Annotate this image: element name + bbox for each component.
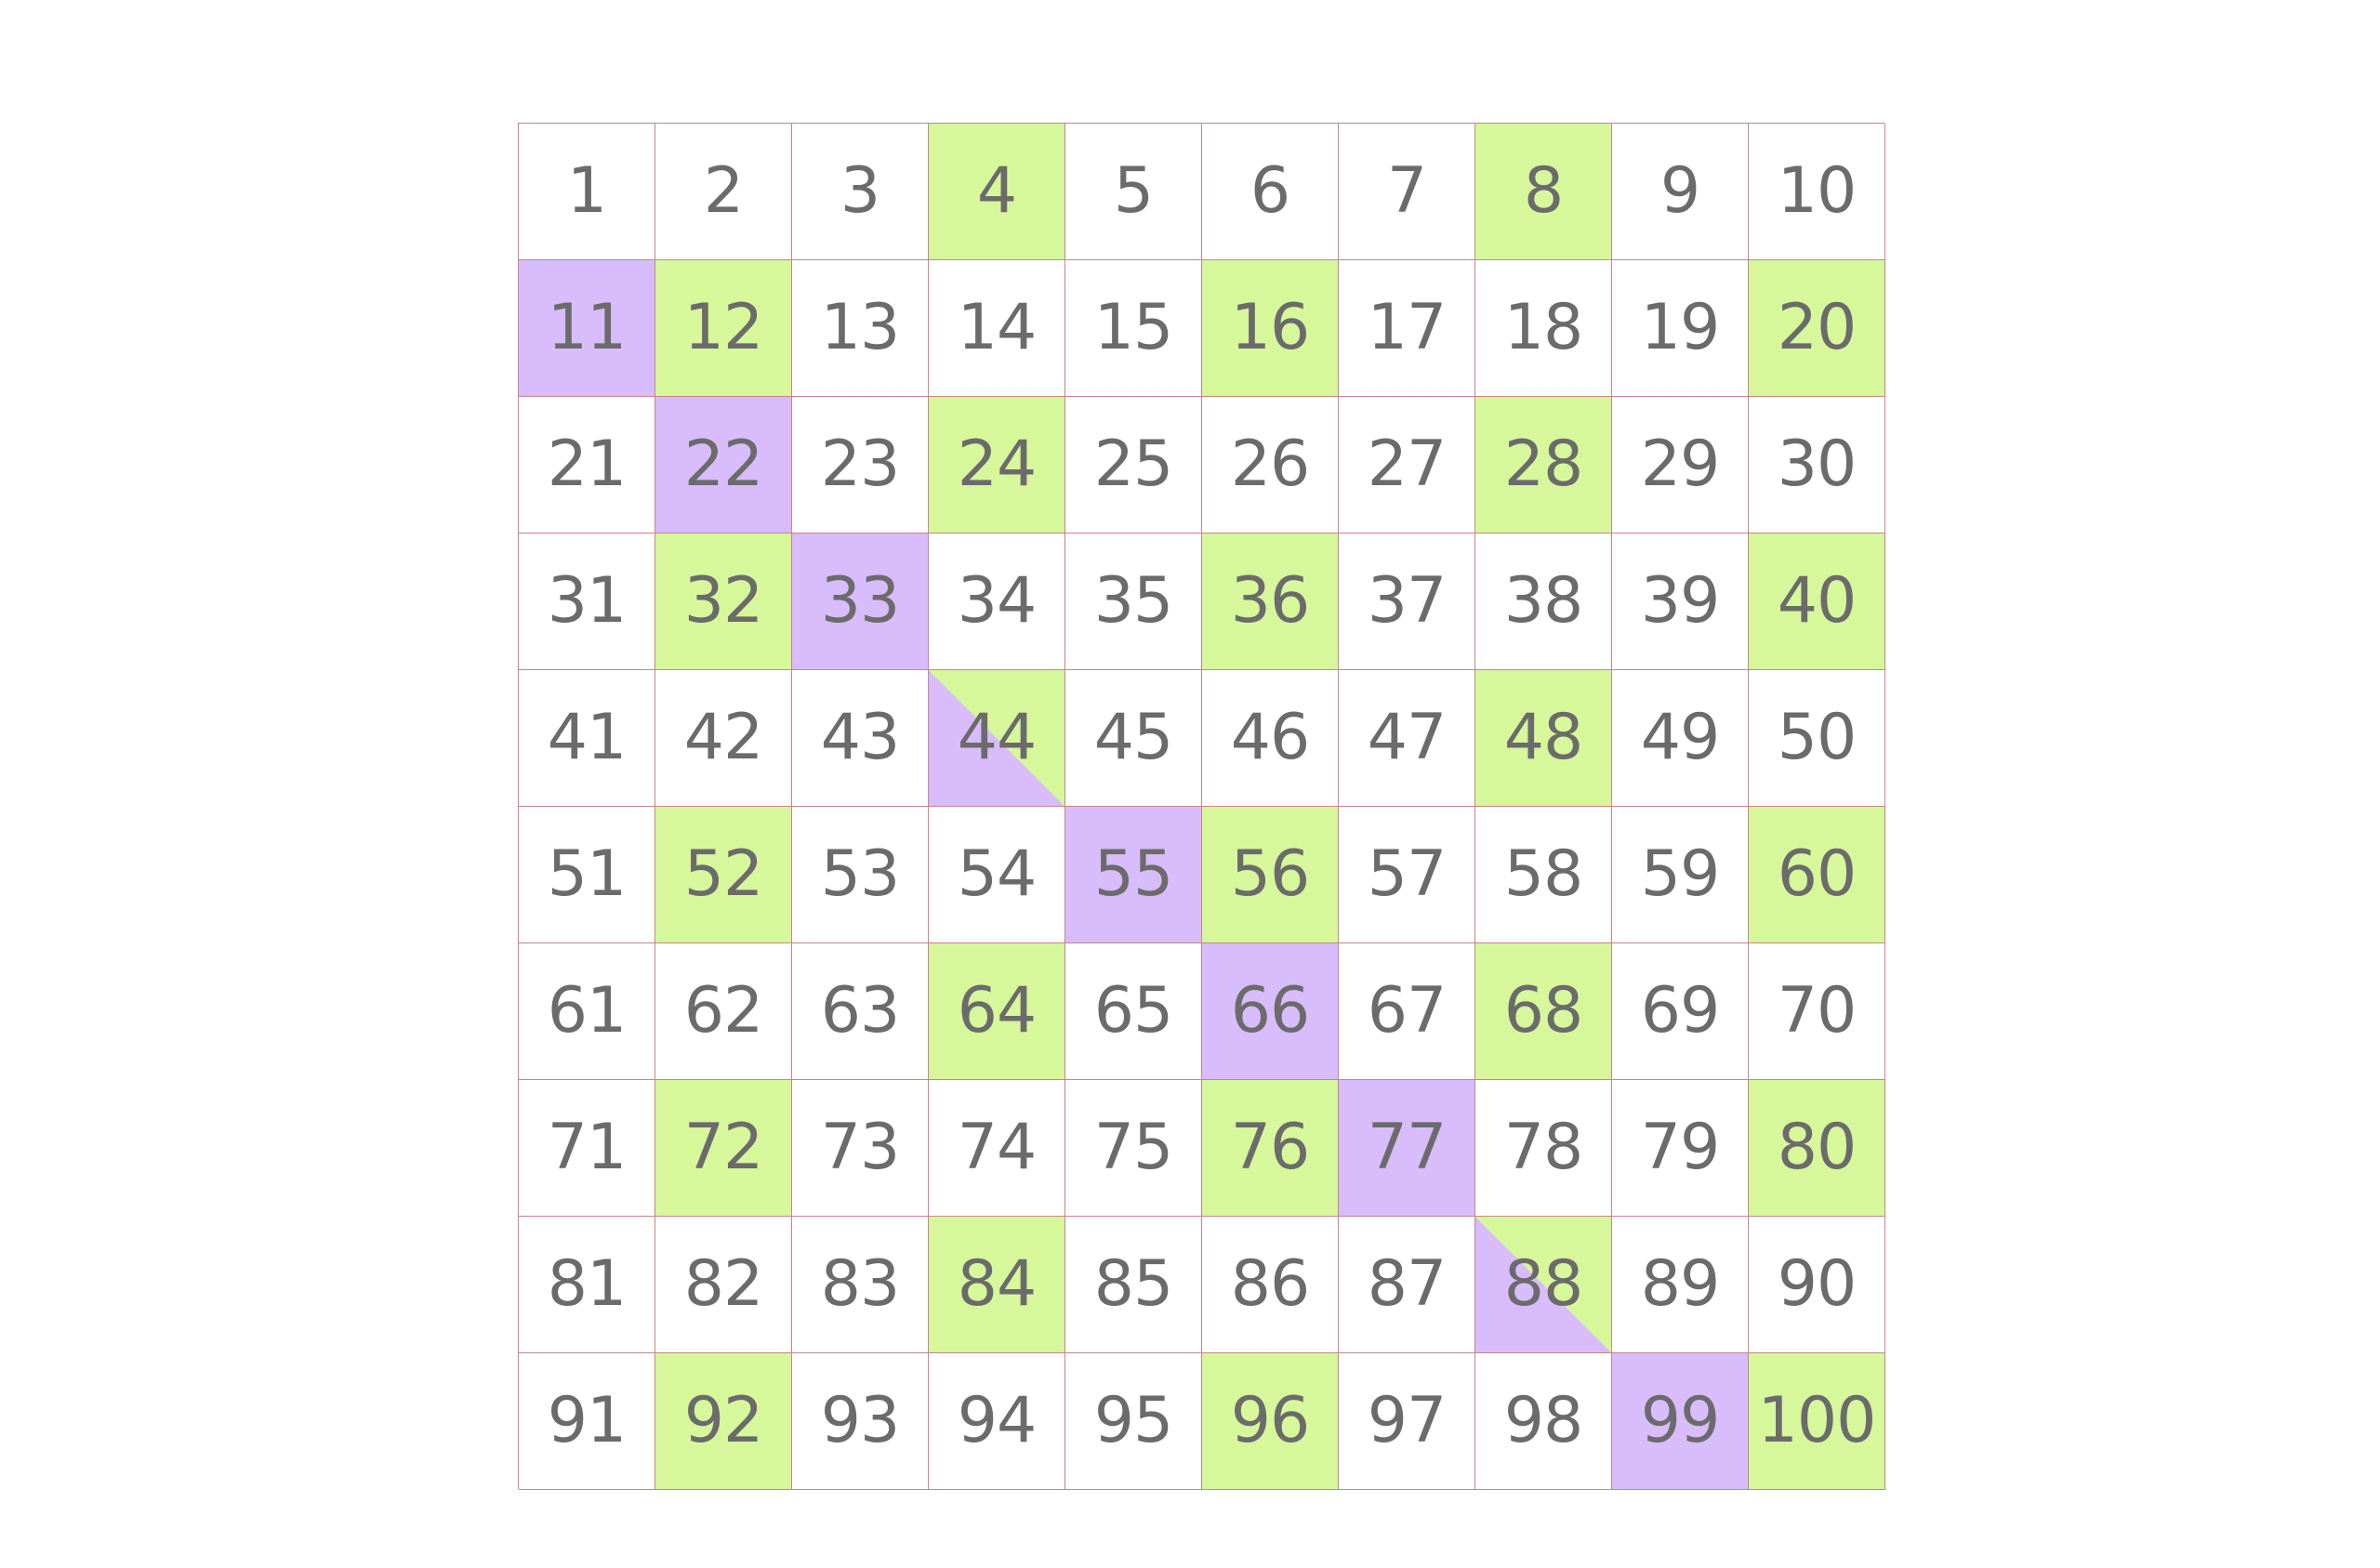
number-cell-73 bbox=[792, 1080, 929, 1217]
number-cell-36 bbox=[1202, 534, 1339, 670]
number-label: 61 bbox=[547, 974, 627, 1048]
number-label: 78 bbox=[1503, 1111, 1583, 1184]
number-cell-29 bbox=[1612, 397, 1749, 534]
number-label: 3 bbox=[840, 154, 880, 228]
number-label: 77 bbox=[1367, 1111, 1447, 1184]
number-cell-48 bbox=[1475, 670, 1612, 807]
number-cell-13 bbox=[792, 260, 929, 397]
number-cell-57 bbox=[1339, 807, 1475, 943]
number-cell-3 bbox=[792, 124, 929, 260]
number-cell-35 bbox=[1065, 534, 1202, 670]
number-label: 12 bbox=[683, 291, 763, 364]
hundred-chart-grid bbox=[518, 123, 1884, 1489]
number-label: 56 bbox=[1230, 837, 1310, 911]
number-label: 94 bbox=[957, 1384, 1037, 1457]
number-cell-32 bbox=[655, 534, 792, 670]
number-label: 43 bbox=[820, 701, 900, 774]
number-label: 73 bbox=[820, 1111, 900, 1184]
number-label: 70 bbox=[1777, 974, 1857, 1048]
number-label: 80 bbox=[1777, 1111, 1857, 1184]
number-label: 85 bbox=[1093, 1247, 1173, 1321]
number-label: 55 bbox=[1093, 837, 1173, 911]
number-label: 44 bbox=[957, 701, 1037, 774]
number-cell-12 bbox=[655, 260, 792, 397]
number-label: 24 bbox=[957, 428, 1037, 501]
number-cell-59 bbox=[1612, 807, 1749, 943]
number-label: 51 bbox=[547, 837, 627, 911]
number-label: 9 bbox=[1659, 154, 1700, 228]
number-label: 15 bbox=[1093, 291, 1173, 364]
number-cell-27 bbox=[1339, 397, 1475, 534]
number-cell-30 bbox=[1749, 397, 1885, 534]
number-cell-83 bbox=[792, 1217, 929, 1353]
number-label: 53 bbox=[820, 837, 900, 911]
number-label: 67 bbox=[1367, 974, 1447, 1048]
number-cell-84 bbox=[929, 1217, 1065, 1353]
number-cell-98 bbox=[1475, 1353, 1612, 1490]
number-label: 93 bbox=[820, 1384, 900, 1457]
number-cell-15 bbox=[1065, 260, 1202, 397]
number-label: 35 bbox=[1093, 564, 1173, 638]
number-cell-74 bbox=[929, 1080, 1065, 1217]
number-label: 4 bbox=[976, 154, 1017, 228]
number-label: 68 bbox=[1503, 974, 1583, 1048]
number-label: 98 bbox=[1503, 1384, 1583, 1457]
number-label: 50 bbox=[1777, 701, 1857, 774]
number-cell-64 bbox=[929, 943, 1065, 1080]
number-label: 39 bbox=[1640, 564, 1720, 638]
number-label: 81 bbox=[547, 1247, 627, 1321]
number-label: 38 bbox=[1503, 564, 1583, 638]
number-cell-60 bbox=[1749, 807, 1885, 943]
number-cell-94 bbox=[929, 1353, 1065, 1490]
number-cell-19 bbox=[1612, 260, 1749, 397]
number-label: 86 bbox=[1230, 1247, 1310, 1321]
number-cell-8 bbox=[1475, 124, 1612, 260]
number-cell-92 bbox=[655, 1353, 792, 1490]
number-cell-43 bbox=[792, 670, 929, 807]
number-cell-68 bbox=[1475, 943, 1612, 1080]
number-label: 27 bbox=[1367, 428, 1447, 501]
number-label: 45 bbox=[1093, 701, 1173, 774]
number-cell-96 bbox=[1202, 1353, 1339, 1490]
number-cell-56 bbox=[1202, 807, 1339, 943]
number-label: 74 bbox=[957, 1111, 1037, 1184]
number-cell-7 bbox=[1339, 124, 1475, 260]
number-cell-37 bbox=[1339, 534, 1475, 670]
number-cell-52 bbox=[655, 807, 792, 943]
number-label: 76 bbox=[1230, 1111, 1310, 1184]
number-label: 46 bbox=[1230, 701, 1310, 774]
number-cell-87 bbox=[1339, 1217, 1475, 1353]
number-cell-18 bbox=[1475, 260, 1612, 397]
number-label: 91 bbox=[547, 1384, 627, 1457]
number-label: 28 bbox=[1503, 428, 1583, 501]
number-cell-14 bbox=[929, 260, 1065, 397]
number-label: 21 bbox=[547, 428, 627, 501]
number-cell-97 bbox=[1339, 1353, 1475, 1490]
number-label: 100 bbox=[1757, 1384, 1876, 1457]
number-label: 18 bbox=[1503, 291, 1583, 364]
number-label: 59 bbox=[1640, 837, 1720, 911]
number-cell-91 bbox=[519, 1353, 655, 1490]
number-label: 79 bbox=[1640, 1111, 1720, 1184]
number-cell-38 bbox=[1475, 534, 1612, 670]
number-label: 92 bbox=[683, 1384, 763, 1457]
number-cell-89 bbox=[1612, 1217, 1749, 1353]
number-cell-70 bbox=[1749, 943, 1885, 1080]
number-label: 26 bbox=[1230, 428, 1310, 501]
number-label: 1 bbox=[566, 154, 607, 228]
number-cell-85 bbox=[1065, 1217, 1202, 1353]
number-label: 69 bbox=[1640, 974, 1720, 1048]
number-cell-90 bbox=[1749, 1217, 1885, 1353]
number-cell-50 bbox=[1749, 670, 1885, 807]
number-label: 88 bbox=[1503, 1247, 1583, 1321]
number-label: 6 bbox=[1250, 154, 1290, 228]
number-cell-24 bbox=[929, 397, 1065, 534]
number-label: 47 bbox=[1367, 701, 1447, 774]
number-label: 16 bbox=[1230, 291, 1310, 364]
number-cell-72 bbox=[655, 1080, 792, 1217]
number-cell-63 bbox=[792, 943, 929, 1080]
number-label: 31 bbox=[547, 564, 627, 638]
number-label: 25 bbox=[1093, 428, 1173, 501]
number-cell-95 bbox=[1065, 1353, 1202, 1490]
number-cell-54 bbox=[929, 807, 1065, 943]
number-cell-62 bbox=[655, 943, 792, 1080]
number-cell-61 bbox=[519, 943, 655, 1080]
number-label: 96 bbox=[1230, 1384, 1310, 1457]
number-cell-46 bbox=[1202, 670, 1339, 807]
number-cell-20 bbox=[1749, 260, 1885, 397]
number-cell-99 bbox=[1612, 1353, 1749, 1490]
number-label: 32 bbox=[683, 564, 763, 638]
number-cell-45 bbox=[1065, 670, 1202, 807]
number-cell-69 bbox=[1612, 943, 1749, 1080]
number-label: 36 bbox=[1230, 564, 1310, 638]
number-label: 2 bbox=[703, 154, 744, 228]
number-label: 84 bbox=[957, 1247, 1037, 1321]
number-cell-5 bbox=[1065, 124, 1202, 260]
number-cell-47 bbox=[1339, 670, 1475, 807]
number-label: 7 bbox=[1386, 154, 1427, 228]
number-label: 41 bbox=[547, 701, 627, 774]
number-cell-51 bbox=[519, 807, 655, 943]
number-label: 95 bbox=[1093, 1384, 1173, 1457]
number-label: 37 bbox=[1367, 564, 1447, 638]
number-label: 14 bbox=[957, 291, 1037, 364]
number-label: 49 bbox=[1640, 701, 1720, 774]
number-label: 90 bbox=[1777, 1247, 1857, 1321]
number-label: 72 bbox=[683, 1111, 763, 1184]
number-cell-16 bbox=[1202, 260, 1339, 397]
number-label: 23 bbox=[820, 428, 900, 501]
number-cell-100 bbox=[1749, 1353, 1885, 1490]
number-label: 20 bbox=[1777, 291, 1857, 364]
number-label: 17 bbox=[1367, 291, 1447, 364]
number-cell-66 bbox=[1202, 943, 1339, 1080]
number-label: 83 bbox=[820, 1247, 900, 1321]
number-cell-9 bbox=[1612, 124, 1749, 260]
number-label: 8 bbox=[1523, 154, 1564, 228]
number-cell-86 bbox=[1202, 1217, 1339, 1353]
number-cell-71 bbox=[519, 1080, 655, 1217]
number-cell-39 bbox=[1612, 534, 1749, 670]
number-label: 58 bbox=[1503, 837, 1583, 911]
number-cell-80 bbox=[1749, 1080, 1885, 1217]
number-cell-53 bbox=[792, 807, 929, 943]
number-cell-42 bbox=[655, 670, 792, 807]
number-cell-1 bbox=[519, 124, 655, 260]
number-label: 33 bbox=[820, 564, 900, 638]
number-cell-31 bbox=[519, 534, 655, 670]
number-cell-76 bbox=[1202, 1080, 1339, 1217]
number-label: 64 bbox=[957, 974, 1037, 1048]
number-label: 60 bbox=[1777, 837, 1857, 911]
number-cell-88 bbox=[1475, 1217, 1612, 1353]
number-cell-55 bbox=[1065, 807, 1202, 943]
number-label: 82 bbox=[683, 1247, 763, 1321]
number-label: 87 bbox=[1367, 1247, 1447, 1321]
number-label: 5 bbox=[1113, 154, 1154, 228]
number-cell-79 bbox=[1612, 1080, 1749, 1217]
number-cell-23 bbox=[792, 397, 929, 534]
number-cell-40 bbox=[1749, 534, 1885, 670]
number-cell-34 bbox=[929, 534, 1065, 670]
number-label: 11 bbox=[547, 291, 627, 364]
number-label: 29 bbox=[1640, 428, 1720, 501]
number-cell-25 bbox=[1065, 397, 1202, 534]
number-cell-4 bbox=[929, 124, 1065, 260]
number-cell-44 bbox=[929, 670, 1065, 807]
number-cell-22 bbox=[655, 397, 792, 534]
number-label: 30 bbox=[1777, 428, 1857, 501]
number-label: 75 bbox=[1093, 1111, 1173, 1184]
number-cell-10 bbox=[1749, 124, 1885, 260]
number-label: 34 bbox=[957, 564, 1037, 638]
number-cell-11 bbox=[519, 260, 655, 397]
number-cell-93 bbox=[792, 1353, 929, 1490]
number-cell-78 bbox=[1475, 1080, 1612, 1217]
number-cell-82 bbox=[655, 1217, 792, 1353]
number-label: 66 bbox=[1230, 974, 1310, 1048]
number-cell-58 bbox=[1475, 807, 1612, 943]
number-cell-17 bbox=[1339, 260, 1475, 397]
number-label: 42 bbox=[683, 701, 763, 774]
number-cell-41 bbox=[519, 670, 655, 807]
number-label: 10 bbox=[1777, 154, 1857, 228]
number-cell-28 bbox=[1475, 397, 1612, 534]
number-cell-33 bbox=[792, 534, 929, 670]
number-label: 22 bbox=[683, 428, 763, 501]
number-label: 57 bbox=[1367, 837, 1447, 911]
number-label: 19 bbox=[1640, 291, 1720, 364]
number-label: 40 bbox=[1777, 564, 1857, 638]
number-label: 13 bbox=[820, 291, 900, 364]
number-label: 54 bbox=[957, 837, 1037, 911]
number-cell-6 bbox=[1202, 124, 1339, 260]
number-label: 62 bbox=[683, 974, 763, 1048]
number-label: 63 bbox=[820, 974, 900, 1048]
number-cell-2 bbox=[655, 124, 792, 260]
number-label: 97 bbox=[1367, 1384, 1447, 1457]
number-cell-81 bbox=[519, 1217, 655, 1353]
number-label: 99 bbox=[1640, 1384, 1720, 1457]
number-label: 71 bbox=[547, 1111, 627, 1184]
number-cell-26 bbox=[1202, 397, 1339, 534]
number-label: 89 bbox=[1640, 1247, 1720, 1321]
number-label: 52 bbox=[683, 837, 763, 911]
number-cell-67 bbox=[1339, 943, 1475, 1080]
number-label: 48 bbox=[1503, 701, 1583, 774]
number-label: 65 bbox=[1093, 974, 1173, 1048]
number-cell-77 bbox=[1339, 1080, 1475, 1217]
number-cell-65 bbox=[1065, 943, 1202, 1080]
number-cell-49 bbox=[1612, 670, 1749, 807]
number-cell-75 bbox=[1065, 1080, 1202, 1217]
number-cell-21 bbox=[519, 397, 655, 534]
